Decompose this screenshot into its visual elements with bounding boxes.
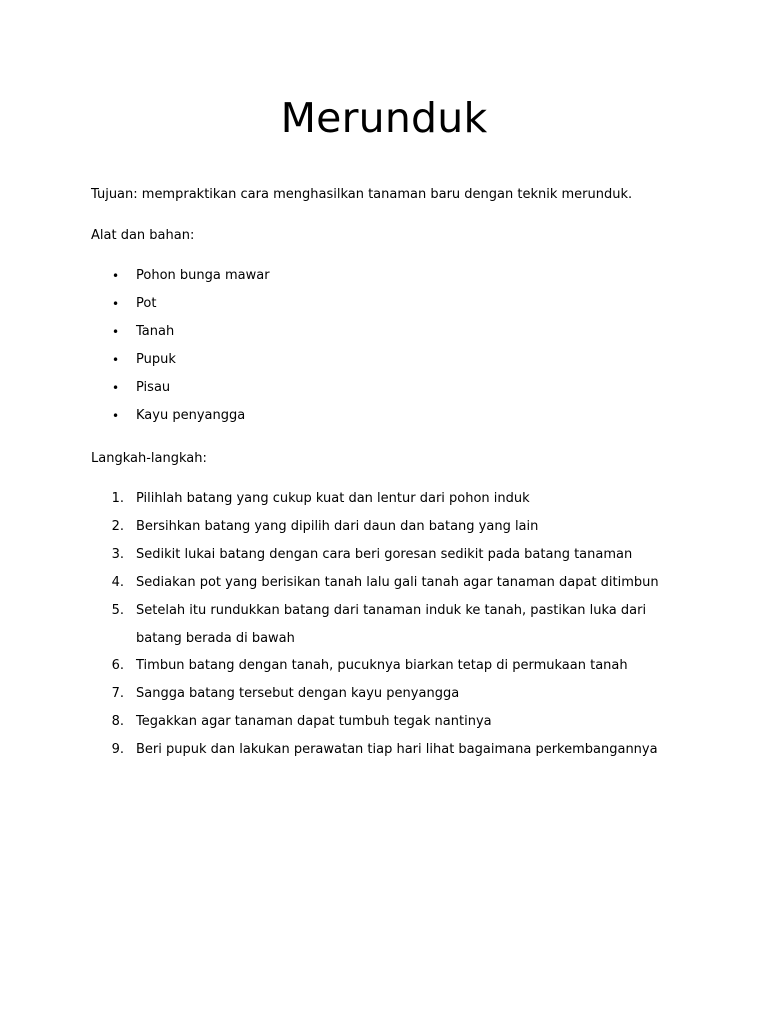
list-item xyxy=(0,379,768,407)
step-text: Pilihlah batang yang cukup kuat dan lentur dari pohon induk xyxy=(136,491,530,506)
step-number: 3. xyxy=(111,547,124,562)
list-item xyxy=(0,685,768,713)
step-number: 2. xyxy=(111,519,124,534)
material-item: Pupuk xyxy=(136,352,176,367)
step-text: Timbun batang dengan tanah, pucuknya biarkan tetap di permukaan tanah xyxy=(136,658,628,673)
list-item xyxy=(0,407,768,435)
bullet-icon: • xyxy=(112,325,120,339)
list-item xyxy=(0,323,768,351)
bullet-icon: • xyxy=(112,269,120,283)
step-text: Sangga batang tersebut dengan kayu penyangga xyxy=(136,686,460,701)
step-number: 5. xyxy=(111,603,124,618)
bullet-icon: • xyxy=(112,381,120,395)
step-text: Bersihkan batang yang dipilih dari daun dan batang yang lain xyxy=(136,519,539,534)
step-text: Sediakan pot yang berisikan tanah lalu gali tanah agar tanaman dapat ditimbun xyxy=(136,575,659,590)
step-number: 1. xyxy=(111,491,124,506)
list-item xyxy=(0,490,768,518)
step-text: Beri pupuk dan lakukan perawatan tiap hari lihat bagaimana perkembangannya xyxy=(136,742,658,757)
material-item: Tanah xyxy=(136,324,175,339)
page-title: Merunduk xyxy=(280,94,488,142)
bullet-icon: • xyxy=(112,409,120,423)
step-number: 6. xyxy=(111,658,124,673)
step-number: 9. xyxy=(111,742,124,757)
list-item xyxy=(0,657,768,685)
purpose-text: Tujuan: mempraktikan cara menghasilkan tanaman baru dengan teknik merunduk. xyxy=(91,187,633,202)
list-item xyxy=(0,713,768,741)
list-item xyxy=(0,351,768,379)
steps-list xyxy=(0,490,768,769)
steps-heading: Langkah-langkah: xyxy=(91,451,207,466)
list-item xyxy=(0,741,768,769)
material-item: Pot xyxy=(136,296,157,311)
step-number: 8. xyxy=(111,714,124,729)
step-number: 4. xyxy=(111,575,124,590)
step-number: 7. xyxy=(111,686,124,701)
material-item: Kayu penyangga xyxy=(136,408,246,423)
list-item xyxy=(0,267,768,295)
step-text: Setelah itu rundukkan batang dari tanaman induk ke tanah, pastikan luka dari batang berada di bawah xyxy=(136,603,647,646)
bullet-icon: • xyxy=(112,297,120,311)
materials-heading: Alat dan bahan: xyxy=(91,228,195,243)
bullet-icon: • xyxy=(112,353,120,367)
list-item xyxy=(0,546,768,574)
step-text: Sedikit lukai batang dengan cara beri goresan sedikit pada batang tanaman xyxy=(136,547,633,562)
list-item xyxy=(0,602,768,657)
list-item xyxy=(0,295,768,323)
material-item: Pohon bunga mawar xyxy=(136,268,270,283)
step-text: Tegakkan agar tanaman dapat tumbuh tegak nantinya xyxy=(136,714,492,729)
materials-list xyxy=(0,267,768,435)
list-item xyxy=(0,518,768,546)
material-item: Pisau xyxy=(136,380,171,395)
